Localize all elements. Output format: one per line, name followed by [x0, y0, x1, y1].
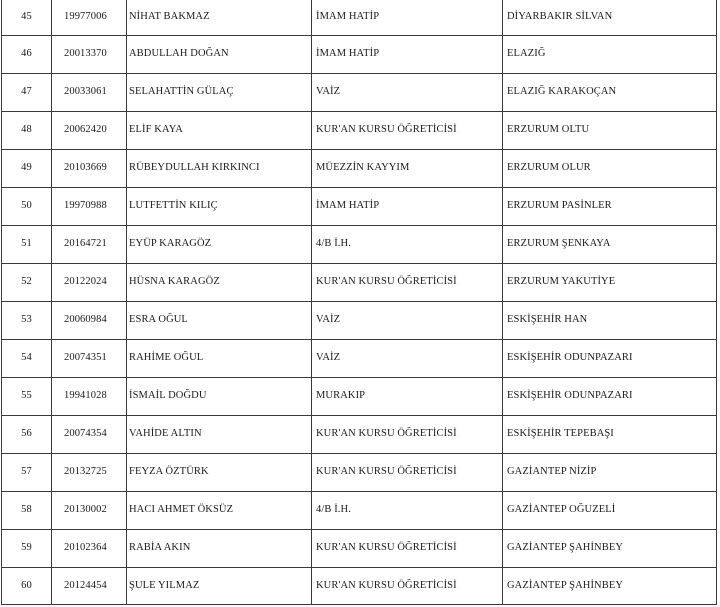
table-row [2, 74, 717, 112]
table-row [2, 188, 717, 226]
table-row [2, 264, 717, 302]
person-name: HACI AHMET ÖKSÜZ [127, 492, 312, 530]
row-number: 57 [2, 454, 52, 492]
registry-number: 20164721 [52, 226, 127, 264]
staff-list-body [2, 0, 717, 605]
job-title: VAİZ [312, 74, 503, 112]
person-name: VAHİDE ALTIN [127, 416, 312, 454]
registry-number: 20122024 [52, 264, 127, 302]
person-name: ABDULLAH DOĞAN [127, 36, 312, 74]
registry-number: 20013370 [52, 36, 127, 74]
person-name: ESRA OĞUL [127, 302, 312, 340]
person-name: SELAHATTİN GÜLAÇ [127, 74, 312, 112]
table-row [2, 112, 717, 150]
row-number: 46 [2, 36, 52, 74]
table-row [2, 0, 717, 36]
location: ESKİŞEHİR ODUNPAZARI [503, 378, 717, 416]
job-title: İMAM HATİP [312, 188, 503, 226]
job-title: MURAKIP [312, 378, 503, 416]
row-number: 52 [2, 264, 52, 302]
person-name: NİHAT BAKMAZ [127, 0, 312, 36]
job-title: KUR'AN KURSU ÖĞRETİCİSİ [312, 112, 503, 150]
registry-number: 20074351 [52, 340, 127, 378]
table-row [2, 568, 717, 605]
registry-number: 19977006 [52, 0, 127, 36]
table-row [2, 492, 717, 530]
row-number: 58 [2, 492, 52, 530]
row-number: 51 [2, 226, 52, 264]
registry-number: 20060984 [52, 302, 127, 340]
row-number: 49 [2, 150, 52, 188]
table-row [2, 226, 717, 264]
job-title: KUR'AN KURSU ÖĞRETİCİSİ [312, 530, 503, 568]
job-title: İMAM HATİP [312, 36, 503, 74]
job-title: KUR'AN KURSU ÖĞRETİCİSİ [312, 454, 503, 492]
table-row [2, 454, 717, 492]
registry-number: 20062420 [52, 112, 127, 150]
location: GAZİANTEP OĞUZELİ [503, 492, 717, 530]
staff-list-table [1, 0, 717, 605]
person-name: RAHİME OĞUL [127, 340, 312, 378]
person-name: RABİA AKIN [127, 530, 312, 568]
job-title: MÜEZZİN KAYYIM [312, 150, 503, 188]
table-row [2, 416, 717, 454]
location: GAZİANTEP NİZİP [503, 454, 717, 492]
registry-number: 19941028 [52, 378, 127, 416]
table-row [2, 378, 717, 416]
location: ERZURUM PASİNLER [503, 188, 717, 226]
person-name: LUTFETTİN KILIÇ [127, 188, 312, 226]
location: GAZİANTEP ŞAHİNBEY [503, 568, 717, 605]
location: GAZİANTEP ŞAHİNBEY [503, 530, 717, 568]
location: ESKİŞEHİR TEPEBAŞI [503, 416, 717, 454]
person-name: EYÜP KARAGÖZ [127, 226, 312, 264]
job-title: VAİZ [312, 340, 503, 378]
table-row [2, 150, 717, 188]
job-title: 4/B İ.H. [312, 492, 503, 530]
registry-number: 20074354 [52, 416, 127, 454]
person-name: FEYZA ÖZTÜRK [127, 454, 312, 492]
registry-number: 19970988 [52, 188, 127, 226]
person-name: HÜSNA KARAGÖZ [127, 264, 312, 302]
location: ERZURUM YAKUTİYE [503, 264, 717, 302]
person-name: İSMAİL DOĞDU [127, 378, 312, 416]
registry-number: 20124454 [52, 568, 127, 605]
row-number: 60 [2, 568, 52, 605]
row-number: 45 [2, 0, 52, 36]
location: ESKİŞEHİR ODUNPAZARI [503, 340, 717, 378]
row-number: 54 [2, 340, 52, 378]
location: ERZURUM ŞENKAYA [503, 226, 717, 264]
job-title: İMAM HATİP [312, 0, 503, 36]
table-row [2, 302, 717, 340]
location: ELAZIĞ KARAKOÇAN [503, 74, 717, 112]
person-name: RÜBEYDULLAH KIRKINCI [127, 150, 312, 188]
registry-number: 20132725 [52, 454, 127, 492]
table-row [2, 340, 717, 378]
registry-number: 20102364 [52, 530, 127, 568]
job-title: KUR'AN KURSU ÖĞRETİCİSİ [312, 416, 503, 454]
location: ERZURUM OLUR [503, 150, 717, 188]
job-title: KUR'AN KURSU ÖĞRETİCİSİ [312, 568, 503, 605]
row-number: 59 [2, 530, 52, 568]
row-number: 50 [2, 188, 52, 226]
location: ERZURUM OLTU [503, 112, 717, 150]
location: DİYARBAKIR SİLVAN [503, 0, 717, 36]
job-title: KUR'AN KURSU ÖĞRETİCİSİ [312, 264, 503, 302]
person-name: ŞULE YILMAZ [127, 568, 312, 605]
job-title: 4/B İ.H. [312, 226, 503, 264]
row-number: 47 [2, 74, 52, 112]
table-row [2, 530, 717, 568]
row-number: 48 [2, 112, 52, 150]
registry-number: 20033061 [52, 74, 127, 112]
row-number: 56 [2, 416, 52, 454]
location: ELAZIĞ [503, 36, 717, 74]
registry-number: 20103669 [52, 150, 127, 188]
registry-number: 20130002 [52, 492, 127, 530]
table-row [2, 36, 717, 74]
person-name: ELİF KAYA [127, 112, 312, 150]
job-title: VAİZ [312, 302, 503, 340]
location: ESKİŞEHİR HAN [503, 302, 717, 340]
row-number: 53 [2, 302, 52, 340]
row-number: 55 [2, 378, 52, 416]
